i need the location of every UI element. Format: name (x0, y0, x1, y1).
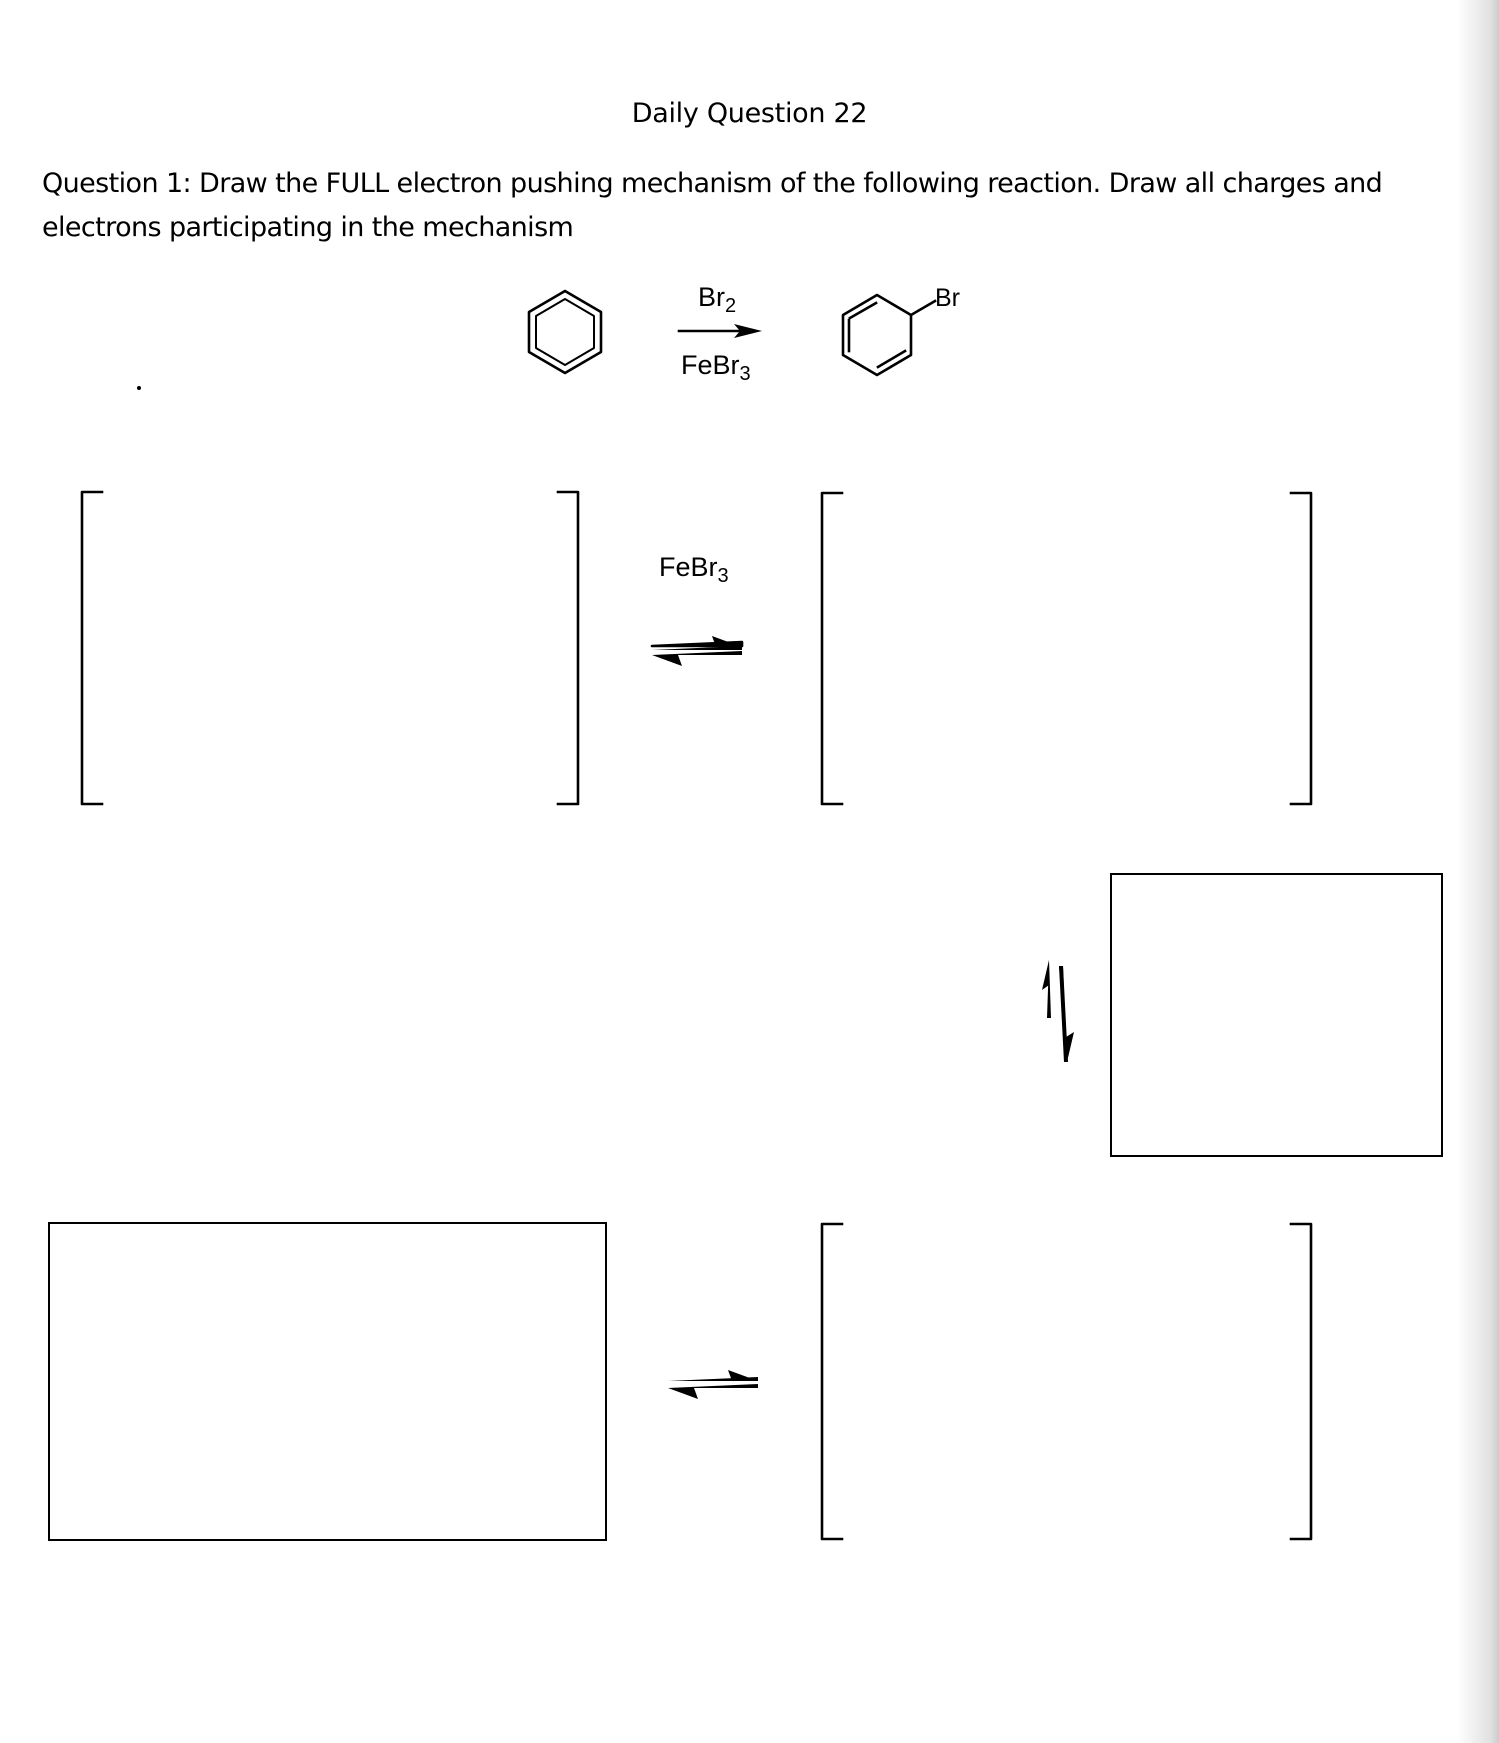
right-bracket-3 (1291, 1224, 1311, 1539)
question-text: Question 1: Draw the FULL electron pushing mechanism of the following reaction. Draw all charges and electrons participating in the mechanism (42, 168, 1383, 243)
product-bromine-label: Br (935, 284, 960, 312)
equilibrium-arrow-icon (652, 636, 742, 666)
bromobenzene-icon (843, 295, 935, 375)
step1-catalyst-label: FeBr$_3$ (659, 552, 729, 587)
answer-box-right[interactable] (1110, 873, 1443, 1157)
left-bracket-2 (822, 493, 842, 804)
answer-box-bottom-left[interactable] (48, 1222, 607, 1541)
right-bracket-1 (558, 492, 578, 804)
left-bracket-3 (822, 1224, 842, 1539)
left-bracket-1 (82, 492, 102, 804)
reagent-below-arrow: FeBr$_3$ (681, 350, 751, 385)
right-bracket-2 (1291, 493, 1311, 804)
page-title: Daily Question 22 (631, 98, 868, 129)
vertical-equilibrium-arrow-icon (1042, 960, 1074, 1062)
equilibrium-arrow-icon (668, 1370, 758, 1399)
reaction-arrow-icon (679, 324, 762, 338)
reagent-above-arrow: $Br_2$ (698, 282, 737, 317)
benzene-ring-icon (529, 291, 601, 373)
